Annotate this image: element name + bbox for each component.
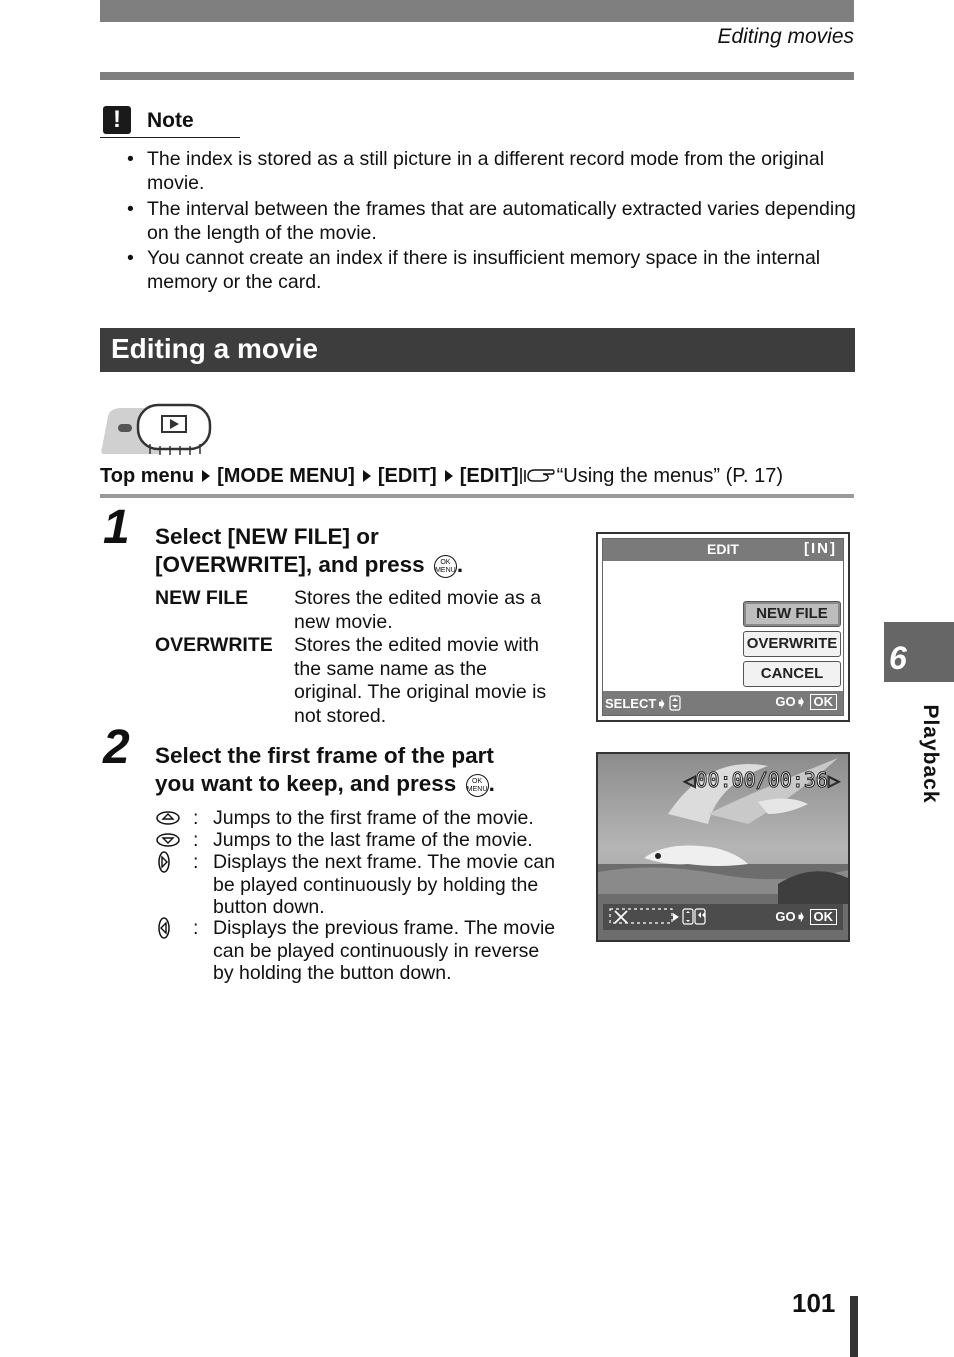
screen-title-bar [603,539,843,561]
page-reference: “Using the menus” (P. 17) [556,465,784,487]
arrow-left-key-icon [155,917,181,939]
caution-icon: ! [103,106,131,134]
screen-control-bar [603,904,843,930]
header-rule [100,72,854,80]
step-title-line: you want to keep, and press [155,771,457,796]
key-description: Jumps to the first frame of the movie. [213,807,534,829]
ok-key-icon: OK [810,694,838,710]
step-title-line: Select [NEW FILE] or [155,524,379,549]
key-description: Jumps to the last frame of the movie. [213,829,533,851]
frame-edit-icon [609,907,709,927]
note-bullet-text: The index is stored as a still picture in a different record mode from the original movie. [147,148,825,194]
menu-path-item: [EDIT] [377,465,437,487]
arrow-icon: ➧ [656,696,668,711]
step-title-line: Select the first frame of the part [155,743,494,768]
step-title: Select [NEW FILE] or [OVERWRITE], and press OK MENU. [155,524,464,577]
note-bullet: • The interval between the frames that are automatically extracted varies depending on the length of the movie. [127,198,856,244]
key-description: Displays the next frame. The movie can be played continuously by holding the button down. [213,851,556,918]
arrow-icon: ➧ [795,909,807,924]
key-description: Displays the previous frame. The movie can be played continuously in reverse by holding the button down. [213,917,556,984]
page-number: 101 [792,1288,836,1318]
menu-path [100,463,783,489]
camera-screen-frame-select [596,752,850,942]
definition-term: OVERWRITE [155,634,273,656]
arrow-down-key-icon [155,829,181,851]
note-underline [100,137,240,138]
menu-option-new-file[interactable]: NEW FILE [743,601,841,627]
note-bullet-text: You cannot create an index if there is insufficient memory space in the internal memory or the card. [147,247,821,293]
menu-option-overwrite[interactable]: OVERWRITE [743,631,841,657]
definition-desc: Stores the edited movie with the same name as the original. The original movie is not stored. [294,634,547,727]
path-arrow-icon [363,470,371,482]
note-bullet-text: The interval between the frames that are automatically extracted varies depending on the length of the movie. [147,198,856,244]
arrow-icon: ➧ [795,694,807,709]
running-header: Editing movies [717,25,854,48]
go-hint: GO [775,694,796,709]
chapter-label: Playback [919,704,942,804]
path-arrow-icon [445,470,453,482]
nav-rule [100,494,854,498]
page-edge-bar [850,1296,858,1357]
arrow-right-key-icon [155,851,181,873]
go-hint: GO [775,909,796,924]
key-row: : Displays the previous frame. The movie can be played continuously in reverse by holding the button down. [155,917,555,985]
mode-dial-playback-icon [100,402,215,458]
key-row: : Displays the next frame. The movie can be played continuously by holding the button down. [155,851,555,919]
ok-key-icon: OK [810,909,838,925]
definition-term: NEW FILE [155,587,249,609]
ok-menu-button-icon: OK MENU [466,774,489,797]
chapter-number: 6 [889,640,907,676]
ok-menu-button-icon: OK MENU [434,555,457,578]
camera-screen-edit-menu [596,532,850,722]
menu-path-item: Top menu [100,465,195,487]
timecode-display: ◁00:00/00:36▷ [683,768,840,792]
definition-desc: Stores the edited movie as a new movie. [294,587,542,633]
step-title-line: [OVERWRITE], and press [155,552,425,577]
reference-hand-icon [519,464,557,486]
note-heading: Note [147,109,194,132]
screen-title: EDIT [707,541,739,557]
section-title: Editing a movie [111,333,318,364]
key-row: : Jumps to the first frame of the movie. [155,807,555,831]
step-number: 1 [103,501,130,554]
header-bar [100,0,854,22]
menu-path-item: [EDIT] [459,465,519,487]
key-row: : Jumps to the last frame of the movie. [155,829,555,853]
arrow-up-key-icon [155,807,181,829]
step-number: 2 [103,721,130,774]
note-bullet: • The index is stored as a still picture in a different record mode from the original movie. [127,148,825,194]
menu-path-item: [MODE MENU] [217,465,355,487]
up-down-key-icon [669,695,681,711]
note-bullet: • You cannot create an index if there is insufficient memory space in the internal memory or the card. [127,247,821,293]
select-hint: SELECT [605,696,657,711]
step-title: Select the first frame of the part you want to keep, and press OK MENU. [155,743,495,796]
internal-memory-indicator: [IN] [804,540,837,557]
screen-control-bar [603,691,843,715]
menu-option-cancel[interactable]: CANCEL [743,661,841,687]
path-arrow-icon [202,470,210,482]
